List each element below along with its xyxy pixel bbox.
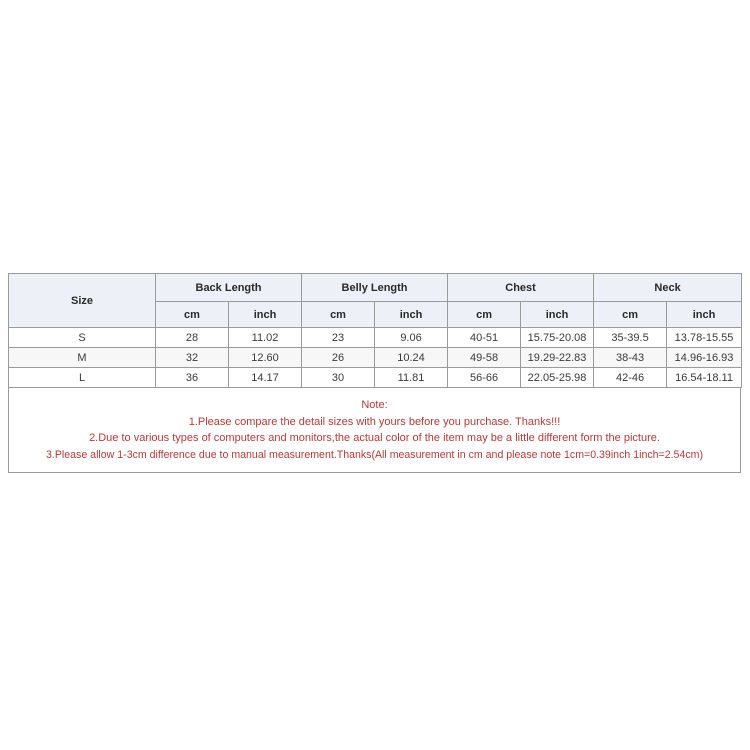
table-cell: 56-66 <box>448 368 521 388</box>
size-cell: L <box>9 368 156 388</box>
note-line: 3.Please allow 1-3cm difference due to manual measurement.Thanks(All measurement in cm and please note 1cm=0.39inch 1inch=2.54cm) <box>46 448 703 461</box>
table-row <box>9 328 742 348</box>
table-cell: 40-51 <box>448 328 521 348</box>
table-cell: 16.54-18.11 <box>667 368 742 388</box>
table-cell: 22.05-25.98 <box>521 368 594 388</box>
unit-header: inch <box>521 302 594 328</box>
group-header-back-length: Back Length <box>156 274 302 302</box>
table-cell: 19.29-22.83 <box>521 348 594 368</box>
table-cell: 12.60 <box>229 348 302 368</box>
table-cell: 26 <box>302 348 375 368</box>
unit-header: cm <box>448 302 521 328</box>
note-title: Note: <box>361 399 388 411</box>
group-header-neck: Neck <box>594 274 742 302</box>
table-cell: 23 <box>302 328 375 348</box>
unit-header: inch <box>375 302 448 328</box>
group-header-chest: Chest <box>448 274 594 302</box>
size-header: Size <box>9 274 156 328</box>
group-header-row <box>9 274 742 302</box>
unit-header: cm <box>594 302 667 328</box>
table-cell: 28 <box>156 328 229 348</box>
table-cell: 9.06 <box>375 328 448 348</box>
unit-header: inch <box>229 302 302 328</box>
note-box <box>8 388 741 473</box>
table-cell: 49-58 <box>448 348 521 368</box>
table-cell: 13.78-15.55 <box>667 328 742 348</box>
note-line: 2.Due to various types of computers and monitors,the actual color of the item may be a little different form the picture. <box>89 432 660 444</box>
table-cell: 32 <box>156 348 229 368</box>
table-cell: 11.02 <box>229 328 302 348</box>
table-cell: 10.24 <box>375 348 448 368</box>
note-line: 1.Please compare the detail sizes with yours before you purchase. Thanks!!! <box>188 415 561 428</box>
unit-header: cm <box>302 302 375 328</box>
table-cell: 14.17 <box>229 368 302 388</box>
table-cell: 38-43 <box>594 348 667 368</box>
table-cell: 14.96-16.93 <box>667 348 742 368</box>
table-cell: 15.75-20.08 <box>521 328 594 348</box>
table-cell: 42-46 <box>594 368 667 388</box>
table-cell: 35-39.5 <box>594 328 667 348</box>
size-cell: S <box>9 328 156 348</box>
size-table <box>8 273 742 388</box>
group-header-belly-length: Belly Length <box>302 274 448 302</box>
table-cell: 11.81 <box>375 368 448 388</box>
table-row <box>9 348 742 368</box>
table-cell: 36 <box>156 368 229 388</box>
size-chart <box>8 273 741 473</box>
size-cell: M <box>9 348 156 368</box>
unit-header: cm <box>156 302 229 328</box>
unit-header: inch <box>667 302 742 328</box>
table-cell: 30 <box>302 368 375 388</box>
table-row <box>9 368 742 388</box>
